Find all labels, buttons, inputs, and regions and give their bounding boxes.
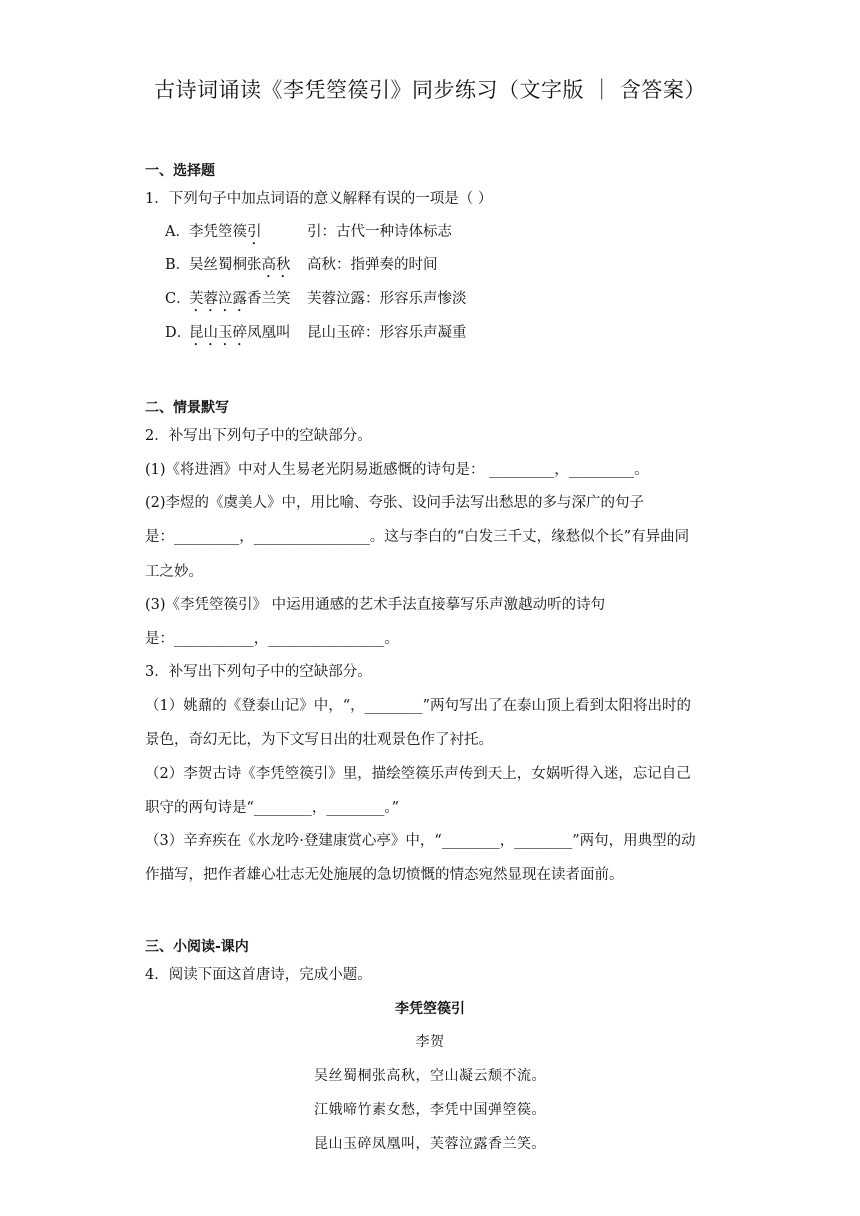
option-text	[189, 253, 307, 281]
question-3-part-1-line-1: （1）姚鼐的《登泰山记》中，“，________”两句写出了在泰山顶上看到太阳将出时的	[145, 698, 692, 714]
question-3-part-1-line-2: 景色，奇幻无比，为下文写日出的壮观景色作了衬托。	[145, 732, 493, 748]
question-2-part-2-line-1: (2)李煜的《虞美人》中，用比喻、夸张、设问手法写出愁思的多与深广的句子	[145, 495, 645, 511]
option-key: C．	[165, 291, 191, 307]
question-3-part-2-line-2: 职守的两句诗是“________，________。”	[145, 800, 400, 816]
question-4-stem: 4．阅读下面这首唐诗，完成小题。	[145, 967, 372, 983]
poem-line: 昆山玉碎凤凰叫，芙蓉泣露香兰笑。	[314, 1136, 546, 1152]
question-3-part-3-line-1: （3）辛弃疾在《水龙吟·登建康赏心亭》中，“________，________”两句，用典型的动	[145, 833, 696, 849]
dotted-word: 高秋	[261, 257, 291, 273]
option-text-plain: 吴丝蜀桐张	[189, 257, 262, 273]
dotted-word: 芙蓉泣露	[189, 291, 247, 307]
question-2-part-2-line-2: 是：_________，________________。这与李白的“白发三千丈，缘愁似个长”有异曲同	[145, 529, 690, 545]
document-title: 古诗词诵读《李凭箜篌引》同步练习（文字版 ｜ 含答案）	[154, 78, 706, 102]
section-heading-choice: 一、选择题	[145, 163, 215, 179]
question-2-stem: 2．补写出下列句子中的空缺部分。	[145, 428, 372, 444]
poem-title: 李凭箜篌引	[395, 1001, 465, 1017]
option-key: D．	[165, 325, 192, 341]
option-a	[165, 220, 452, 248]
question-3-part-2-line-1: （2）李贺古诗《李凭箜篌引》里，描绘箜篌乐声传到天上，女娲听得入迷，忘记自己	[145, 766, 691, 782]
section-heading-dictation: 二、情景默写	[145, 400, 229, 416]
option-explanation: 昆山玉碎：形容乐声凝重	[307, 325, 467, 341]
poem-line: 江娥啼竹素女愁，李凭中国弹箜篌。	[314, 1102, 546, 1118]
question-1-stem: 1．下列句子中加点词语的意义解释有误的一项是（ ）	[145, 191, 493, 207]
poem-line: 吴丝蜀桐张高秋，空山凝云颓不流。	[314, 1068, 546, 1084]
question-3-stem: 3．补写出下列句子中的空缺部分。	[145, 664, 372, 680]
question-2-part-2-line-3: 工之妙。	[145, 564, 203, 580]
option-explanation: 引：古代一种诗体标志	[307, 224, 452, 240]
question-2-part-1: (1)《将进酒》中对人生易老光阴易逝感慨的诗句是： _________，_________。	[145, 462, 649, 478]
option-text-plain: 李凭箜篌	[189, 224, 247, 240]
section-heading-reading: 三、小阅读-课内	[145, 939, 249, 955]
option-key: B．	[165, 257, 191, 273]
option-text-plain: 凤凰叫	[247, 325, 291, 341]
option-text	[189, 287, 307, 315]
dotted-word: 昆山玉碎	[189, 325, 247, 341]
question-2-part-3-line-2: 是：___________，________________。	[145, 631, 399, 647]
option-d	[165, 321, 467, 349]
dotted-word: 引	[247, 224, 262, 240]
question-3-part-3-line-2: 作描写，把作者雄心壮志无处施展的急切愤慨的情态宛然显现在读者面前。	[145, 867, 624, 883]
question-2-part-3-line-1: (3)《李凭箜篌引》 中运用通感的艺术手法直接摹写乐声激越动听的诗句	[145, 597, 606, 613]
option-explanation: 高秋：指弹奏的时间	[307, 257, 438, 273]
option-text-plain: 香兰笑	[247, 291, 291, 307]
option-c	[165, 287, 467, 315]
poem-author: 李贺	[415, 1034, 445, 1050]
option-key: A．	[165, 224, 190, 240]
option-text	[189, 220, 307, 248]
option-explanation: 芙蓉泣露：形容乐声惨淡	[307, 291, 467, 307]
option-text	[189, 321, 307, 349]
option-b	[165, 253, 438, 281]
